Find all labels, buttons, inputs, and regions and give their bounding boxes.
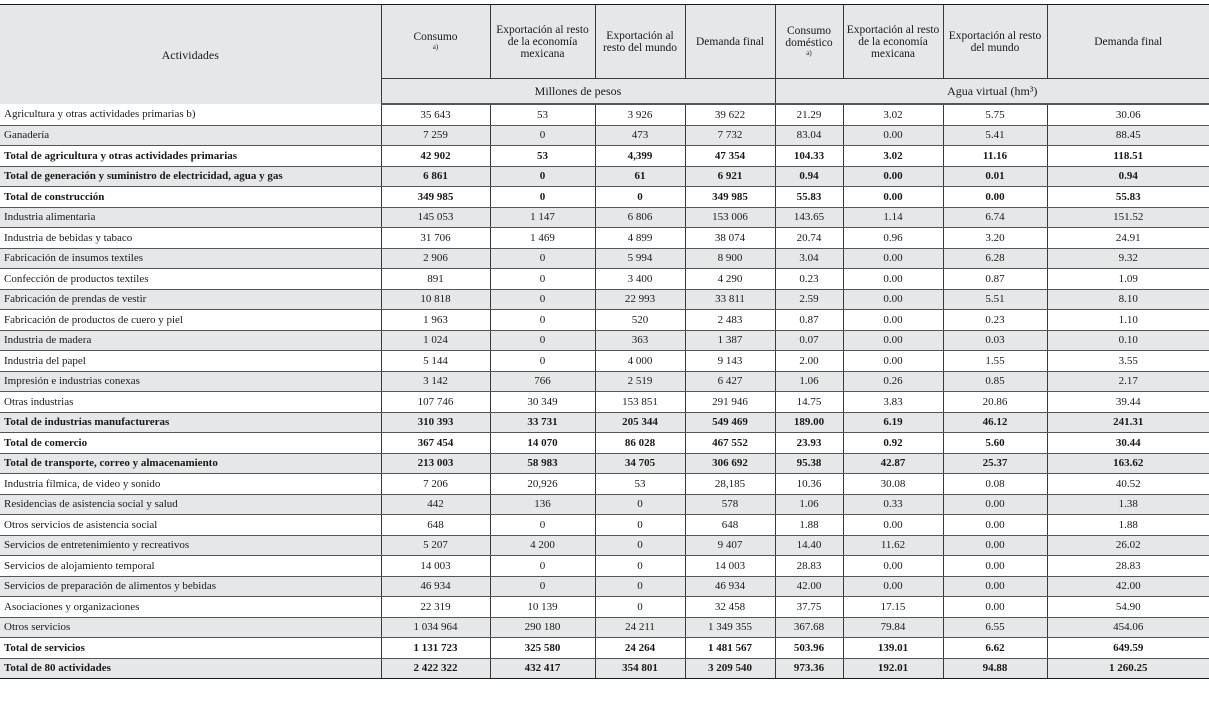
table-row (0, 330, 1209, 351)
cell-export-economia-mx: 0 (490, 351, 595, 372)
cell-export-economia-mx: 0 (490, 248, 595, 269)
cell-export-economia-mx: 58 983 (490, 453, 595, 474)
cell-export-economia-mx-agua: 0.26 (843, 371, 943, 392)
cell-export-mundo-agua: 5.60 (943, 433, 1047, 454)
table-row (0, 310, 1209, 331)
cell-export-mundo: 153 851 (595, 392, 685, 413)
cell-export-economia-mx: 0 (490, 166, 595, 187)
header-export-mundo-agua: Exportación al resto del mundo (943, 5, 1047, 79)
cell-consumo: 6 861 (381, 166, 490, 187)
cell-export-mundo: 22 993 (595, 289, 685, 310)
cell-consumo-domestico: 367.68 (775, 617, 843, 638)
cell-export-economia-mx: 766 (490, 371, 595, 392)
cell-consumo-domestico: 189.00 (775, 412, 843, 433)
cell-export-economia-mx: 10 139 (490, 597, 595, 618)
cell-export-mundo-agua: 0.00 (943, 576, 1047, 597)
cell-export-mundo-agua: 5.75 (943, 104, 1047, 125)
cell-demanda-final: 306 692 (685, 453, 775, 474)
cell-export-economia-mx-agua: 30.08 (843, 474, 943, 495)
cell-export-mundo-agua: 0.08 (943, 474, 1047, 495)
cell-export-mundo-agua: 0.00 (943, 187, 1047, 208)
activity-name: Industria de madera (0, 330, 381, 351)
table-row (0, 535, 1209, 556)
table-row (0, 556, 1209, 577)
cell-demanda-final-agua: 88.45 (1047, 125, 1209, 146)
cell-export-economia-mx: 33 731 (490, 412, 595, 433)
cell-demanda-final: 38 074 (685, 228, 775, 249)
cell-consumo-domestico: 14.40 (775, 535, 843, 556)
cell-demanda-final-agua: 9.32 (1047, 248, 1209, 269)
cell-export-mundo: 0 (595, 576, 685, 597)
cell-consumo-domestico: 0.94 (775, 166, 843, 187)
cell-demanda-final-agua: 55.83 (1047, 187, 1209, 208)
cell-consumo: 42 902 (381, 146, 490, 167)
cell-export-economia-mx: 53 (490, 104, 595, 125)
cell-consumo: 310 393 (381, 412, 490, 433)
cell-export-economia-mx: 0 (490, 310, 595, 331)
activity-name: Fabricación de prendas de vestir (0, 289, 381, 310)
cell-export-mundo: 5 994 (595, 248, 685, 269)
cell-demanda-final-agua: 1 260.25 (1047, 658, 1209, 679)
activity-name: Ganadería (0, 125, 381, 146)
cell-demanda-final: 6 427 (685, 371, 775, 392)
table-row (0, 125, 1209, 146)
cell-export-economia-mx: 432 417 (490, 658, 595, 679)
cell-demanda-final: 1 349 355 (685, 617, 775, 638)
cell-export-mundo: 0 (595, 535, 685, 556)
cell-demanda-final: 1 387 (685, 330, 775, 351)
cell-consumo-domestico: 3.04 (775, 248, 843, 269)
cell-export-mundo: 520 (595, 310, 685, 331)
table-row (0, 248, 1209, 269)
cell-demanda-final-agua: 30.06 (1047, 104, 1209, 125)
cell-export-mundo-agua: 0.00 (943, 535, 1047, 556)
cell-export-economia-mx-agua: 0.00 (843, 248, 943, 269)
cell-export-economia-mx-agua: 0.00 (843, 556, 943, 577)
cell-export-economia-mx-agua: 0.00 (843, 269, 943, 290)
cell-export-economia-mx-agua: 3.02 (843, 104, 943, 125)
cell-consumo: 442 (381, 494, 490, 515)
cell-export-mundo-agua: 20.86 (943, 392, 1047, 413)
table-row (0, 638, 1209, 659)
table-row (0, 392, 1209, 413)
cell-consumo: 1 024 (381, 330, 490, 351)
cell-consumo: 1 131 723 (381, 638, 490, 659)
activity-name: Asociaciones y organizaciones (0, 597, 381, 618)
cell-demanda-final: 8 900 (685, 248, 775, 269)
cell-export-economia-mx: 0 (490, 269, 595, 290)
cell-consumo: 7 206 (381, 474, 490, 495)
header-actividades: Actividades (0, 5, 381, 105)
table-row (0, 576, 1209, 597)
header-export-economia-mx: Exportación al resto de la economía mexicana (490, 5, 595, 79)
cell-export-economia-mx-agua: 0.00 (843, 289, 943, 310)
virtual-water-table (0, 4, 1209, 679)
cell-export-mundo: 0 (595, 187, 685, 208)
cell-demanda-final-agua: 151.52 (1047, 207, 1209, 228)
cell-export-mundo: 4 899 (595, 228, 685, 249)
cell-export-mundo: 3 926 (595, 104, 685, 125)
cell-export-mundo-agua: 6.28 (943, 248, 1047, 269)
cell-export-mundo-agua: 6.62 (943, 638, 1047, 659)
cell-export-economia-mx-agua: 79.84 (843, 617, 943, 638)
cell-demanda-final-agua: 241.31 (1047, 412, 1209, 433)
footnote-a: a) (432, 43, 439, 51)
cell-consumo-domestico: 23.93 (775, 433, 843, 454)
table-row (0, 269, 1209, 290)
cell-consumo: 5 144 (381, 351, 490, 372)
cell-export-mundo-agua: 3.20 (943, 228, 1047, 249)
cell-export-mundo: 24 264 (595, 638, 685, 659)
cell-export-mundo-agua: 0.00 (943, 556, 1047, 577)
cell-consumo: 3 142 (381, 371, 490, 392)
cell-demanda-final: 32 458 (685, 597, 775, 618)
activity-name: Otros servicios de asistencia social (0, 515, 381, 536)
cell-demanda-final-agua: 40.52 (1047, 474, 1209, 495)
cell-demanda-final-agua: 1.10 (1047, 310, 1209, 331)
table-row (0, 453, 1209, 474)
cell-consumo: 10 818 (381, 289, 490, 310)
activity-name: Confección de productos textiles (0, 269, 381, 290)
table-row (0, 289, 1209, 310)
activity-name: Agricultura y otras actividades primarias b) (0, 104, 381, 125)
cell-export-mundo-agua: 0.01 (943, 166, 1047, 187)
cell-export-economia-mx: 136 (490, 494, 595, 515)
cell-export-mundo: 86 028 (595, 433, 685, 454)
cell-consumo: 5 207 (381, 535, 490, 556)
cell-consumo-domestico: 1.88 (775, 515, 843, 536)
header-consumo-label: Consumo (413, 31, 458, 43)
footnote-a: a) (806, 49, 812, 57)
cell-consumo: 213 003 (381, 453, 490, 474)
cell-consumo-domestico: 0.87 (775, 310, 843, 331)
cell-consumo-domestico: 1.06 (775, 494, 843, 515)
table-row (0, 494, 1209, 515)
cell-consumo-domestico: 55.83 (775, 187, 843, 208)
cell-export-economia-mx: 53 (490, 146, 595, 167)
cell-export-mundo-agua: 0.23 (943, 310, 1047, 331)
activity-name: Industria alimentaria (0, 207, 381, 228)
cell-consumo: 35 643 (381, 104, 490, 125)
table-row (0, 597, 1209, 618)
cell-demanda-final-agua: 26.02 (1047, 535, 1209, 556)
cell-export-mundo-agua: 0.00 (943, 494, 1047, 515)
header-consumo-domestico-label: Consumo doméstico (785, 25, 833, 49)
cell-export-economia-mx: 0 (490, 515, 595, 536)
cell-export-economia-mx-agua: 0.00 (843, 125, 943, 146)
cell-export-economia-mx-agua: 1.14 (843, 207, 943, 228)
table-row (0, 104, 1209, 125)
cell-consumo-domestico: 28.83 (775, 556, 843, 577)
cell-export-mundo-agua: 0.85 (943, 371, 1047, 392)
cell-consumo-domestico: 0.23 (775, 269, 843, 290)
cell-export-mundo-agua: 0.87 (943, 269, 1047, 290)
activity-name: Total de 80 actividades (0, 658, 381, 679)
cell-demanda-final: 14 003 (685, 556, 775, 577)
table-row (0, 351, 1209, 372)
cell-consumo-domestico: 2.00 (775, 351, 843, 372)
cell-export-economia-mx: 0 (490, 576, 595, 597)
cell-demanda-final: 648 (685, 515, 775, 536)
header-row (0, 5, 1209, 79)
cell-export-economia-mx: 1 147 (490, 207, 595, 228)
activity-name: Industria fílmica, de video y sonido (0, 474, 381, 495)
table-row (0, 617, 1209, 638)
cell-export-mundo: 3 400 (595, 269, 685, 290)
cell-consumo: 2 906 (381, 248, 490, 269)
units-pesos: Millones de pesos (381, 79, 775, 105)
cell-demanda-final: 6 921 (685, 166, 775, 187)
cell-demanda-final-agua: 30.44 (1047, 433, 1209, 454)
cell-demanda-final-agua: 1.88 (1047, 515, 1209, 536)
activity-name: Fabricación de productos de cuero y piel (0, 310, 381, 331)
table-row (0, 474, 1209, 495)
cell-export-economia-mx-agua: 192.01 (843, 658, 943, 679)
cell-export-economia-mx-agua: 11.62 (843, 535, 943, 556)
table-row (0, 658, 1209, 679)
cell-export-economia-mx-agua: 0.00 (843, 166, 943, 187)
cell-export-mundo-agua: 1.55 (943, 351, 1047, 372)
table-row (0, 371, 1209, 392)
cell-consumo: 107 746 (381, 392, 490, 413)
activity-name: Industria del papel (0, 351, 381, 372)
cell-consumo-domestico: 14.75 (775, 392, 843, 413)
cell-demanda-final-agua: 28.83 (1047, 556, 1209, 577)
activity-name: Industria de bebidas y tabaco (0, 228, 381, 249)
cell-demanda-final-agua: 1.38 (1047, 494, 1209, 515)
header-export-economia-mx-agua: Exportación al resto de la economía mexicana (843, 5, 943, 79)
header-consumo (381, 5, 490, 79)
cell-export-economia-mx-agua: 0.92 (843, 433, 943, 454)
activity-name: Otras industrias (0, 392, 381, 413)
cell-export-mundo: 34 705 (595, 453, 685, 474)
cell-export-economia-mx-agua: 0.00 (843, 310, 943, 331)
cell-export-economia-mx-agua: 6.19 (843, 412, 943, 433)
cell-export-economia-mx-agua: 0.00 (843, 187, 943, 208)
cell-consumo: 367 454 (381, 433, 490, 454)
activity-name: Total de agricultura y otras actividades primarias (0, 146, 381, 167)
cell-export-mundo: 4 000 (595, 351, 685, 372)
activity-name: Total de generación y suministro de electricidad, agua y gas (0, 166, 381, 187)
table-row (0, 515, 1209, 536)
cell-export-mundo: 4,399 (595, 146, 685, 167)
activity-name: Total de industrias manufactureras (0, 412, 381, 433)
cell-export-economia-mx: 0 (490, 556, 595, 577)
cell-consumo: 31 706 (381, 228, 490, 249)
cell-export-economia-mx: 0 (490, 187, 595, 208)
activity-name: Otros servicios (0, 617, 381, 638)
cell-demanda-final: 578 (685, 494, 775, 515)
cell-consumo: 648 (381, 515, 490, 536)
cell-consumo: 891 (381, 269, 490, 290)
cell-demanda-final: 47 354 (685, 146, 775, 167)
cell-export-economia-mx-agua: 0.00 (843, 515, 943, 536)
cell-demanda-final: 4 290 (685, 269, 775, 290)
cell-export-economia-mx-agua: 0.33 (843, 494, 943, 515)
cell-export-economia-mx: 14 070 (490, 433, 595, 454)
cell-export-mundo: 363 (595, 330, 685, 351)
cell-demanda-final: 549 469 (685, 412, 775, 433)
cell-export-mundo: 354 801 (595, 658, 685, 679)
cell-demanda-final: 33 811 (685, 289, 775, 310)
cell-demanda-final-agua: 42.00 (1047, 576, 1209, 597)
cell-consumo-domestico: 83.04 (775, 125, 843, 146)
table-row (0, 207, 1209, 228)
cell-consumo: 22 319 (381, 597, 490, 618)
cell-demanda-final-agua: 649.59 (1047, 638, 1209, 659)
cell-export-mundo-agua: 25.37 (943, 453, 1047, 474)
cell-export-mundo-agua: 46.12 (943, 412, 1047, 433)
header-consumo-domestico (775, 5, 843, 79)
cell-demanda-final-agua: 118.51 (1047, 146, 1209, 167)
cell-demanda-final: 28,185 (685, 474, 775, 495)
table-body (0, 104, 1209, 679)
activity-name: Residencias de asistencia social y salud (0, 494, 381, 515)
cell-export-economia-mx: 20,926 (490, 474, 595, 495)
cell-demanda-final-agua: 454.06 (1047, 617, 1209, 638)
cell-demanda-final: 9 143 (685, 351, 775, 372)
cell-export-mundo: 61 (595, 166, 685, 187)
cell-demanda-final: 349 985 (685, 187, 775, 208)
activity-name: Total de transporte, correo y almacenamiento (0, 453, 381, 474)
cell-consumo: 7 259 (381, 125, 490, 146)
cell-export-economia-mx: 0 (490, 289, 595, 310)
cell-export-mundo-agua: 11.16 (943, 146, 1047, 167)
activity-name: Servicios de entretenimiento y recreativos (0, 535, 381, 556)
cell-export-mundo-agua: 94.88 (943, 658, 1047, 679)
cell-export-economia-mx-agua: 0.96 (843, 228, 943, 249)
cell-export-mundo: 205 344 (595, 412, 685, 433)
cell-export-economia-mx-agua: 0.00 (843, 576, 943, 597)
cell-export-economia-mx: 290 180 (490, 617, 595, 638)
table-row (0, 228, 1209, 249)
cell-consumo-domestico: 42.00 (775, 576, 843, 597)
cell-demanda-final: 39 622 (685, 104, 775, 125)
cell-export-mundo: 24 211 (595, 617, 685, 638)
activity-name: Servicios de alojamiento temporal (0, 556, 381, 577)
cell-demanda-final-agua: 163.62 (1047, 453, 1209, 474)
table-row (0, 412, 1209, 433)
cell-export-economia-mx: 325 580 (490, 638, 595, 659)
cell-demanda-final-agua: 39.44 (1047, 392, 1209, 413)
cell-export-mundo: 0 (595, 515, 685, 536)
units-agua-virtual: Agua virtual (hm³) (775, 79, 1209, 105)
cell-demanda-final-agua: 1.09 (1047, 269, 1209, 290)
cell-consumo: 46 934 (381, 576, 490, 597)
cell-demanda-final: 1 481 567 (685, 638, 775, 659)
cell-consumo-domestico: 973.36 (775, 658, 843, 679)
activity-name: Total de comercio (0, 433, 381, 454)
activity-name: Total de construcción (0, 187, 381, 208)
cell-consumo-domestico: 0.07 (775, 330, 843, 351)
cell-export-economia-mx: 1 469 (490, 228, 595, 249)
cell-consumo-domestico: 20.74 (775, 228, 843, 249)
cell-export-mundo: 53 (595, 474, 685, 495)
cell-demanda-final-agua: 3.55 (1047, 351, 1209, 372)
activity-name: Impresión e industrias conexas (0, 371, 381, 392)
cell-demanda-final-agua: 2.17 (1047, 371, 1209, 392)
cell-export-mundo-agua: 0.00 (943, 597, 1047, 618)
table-row (0, 146, 1209, 167)
cell-consumo-domestico: 503.96 (775, 638, 843, 659)
cell-demanda-final: 46 934 (685, 576, 775, 597)
cell-demanda-final-agua: 24.91 (1047, 228, 1209, 249)
cell-demanda-final-agua: 54.90 (1047, 597, 1209, 618)
cell-demanda-final-agua: 0.94 (1047, 166, 1209, 187)
cell-export-mundo-agua: 6.55 (943, 617, 1047, 638)
header-export-mundo: Exportación al resto del mundo (595, 5, 685, 79)
activity-name: Servicios de preparación de alimentos y bebidas (0, 576, 381, 597)
cell-consumo: 1 034 964 (381, 617, 490, 638)
cell-export-economia-mx-agua: 42.87 (843, 453, 943, 474)
cell-export-economia-mx-agua: 17.15 (843, 597, 943, 618)
cell-consumo-domestico: 143.65 (775, 207, 843, 228)
cell-export-mundo: 0 (595, 494, 685, 515)
cell-export-mundo: 2 519 (595, 371, 685, 392)
cell-export-economia-mx: 0 (490, 125, 595, 146)
cell-export-mundo-agua: 6.74 (943, 207, 1047, 228)
cell-export-mundo: 473 (595, 125, 685, 146)
cell-demanda-final: 291 946 (685, 392, 775, 413)
table-row (0, 166, 1209, 187)
cell-export-mundo-agua: 0.03 (943, 330, 1047, 351)
cell-consumo-domestico: 95.38 (775, 453, 843, 474)
cell-demanda-final-agua: 8.10 (1047, 289, 1209, 310)
cell-export-economia-mx-agua: 0.00 (843, 351, 943, 372)
cell-consumo-domestico: 2.59 (775, 289, 843, 310)
cell-demanda-final: 7 732 (685, 125, 775, 146)
cell-demanda-final: 3 209 540 (685, 658, 775, 679)
activity-name: Fabricación de insumos textiles (0, 248, 381, 269)
header-demanda-final-agua: Demanda final (1047, 5, 1209, 79)
cell-export-economia-mx-agua: 3.83 (843, 392, 943, 413)
cell-export-mundo: 6 806 (595, 207, 685, 228)
cell-demanda-final: 467 552 (685, 433, 775, 454)
cell-export-economia-mx-agua: 139.01 (843, 638, 943, 659)
cell-demanda-final: 9 407 (685, 535, 775, 556)
table-row (0, 187, 1209, 208)
table-row (0, 433, 1209, 454)
cell-export-mundo-agua: 5.41 (943, 125, 1047, 146)
cell-export-mundo-agua: 0.00 (943, 515, 1047, 536)
cell-consumo: 145 053 (381, 207, 490, 228)
cell-consumo-domestico: 104.33 (775, 146, 843, 167)
cell-consumo-domestico: 37.75 (775, 597, 843, 618)
cell-consumo: 1 963 (381, 310, 490, 331)
cell-export-economia-mx: 4 200 (490, 535, 595, 556)
cell-consumo-domestico: 21.29 (775, 104, 843, 125)
cell-consumo-domestico: 10.36 (775, 474, 843, 495)
cell-demanda-final: 2 483 (685, 310, 775, 331)
header-demanda-final: Demanda final (685, 5, 775, 79)
cell-export-mundo: 0 (595, 597, 685, 618)
cell-export-economia-mx: 0 (490, 330, 595, 351)
cell-demanda-final-agua: 0.10 (1047, 330, 1209, 351)
cell-export-economia-mx: 30 349 (490, 392, 595, 413)
cell-consumo: 349 985 (381, 187, 490, 208)
cell-consumo: 14 003 (381, 556, 490, 577)
cell-export-mundo-agua: 5.51 (943, 289, 1047, 310)
activity-name: Total de servicios (0, 638, 381, 659)
cell-consumo-domestico: 1.06 (775, 371, 843, 392)
cell-export-mundo: 0 (595, 556, 685, 577)
cell-export-economia-mx-agua: 3.02 (843, 146, 943, 167)
cell-consumo: 2 422 322 (381, 658, 490, 679)
cell-export-economia-mx-agua: 0.00 (843, 330, 943, 351)
cell-demanda-final: 153 006 (685, 207, 775, 228)
